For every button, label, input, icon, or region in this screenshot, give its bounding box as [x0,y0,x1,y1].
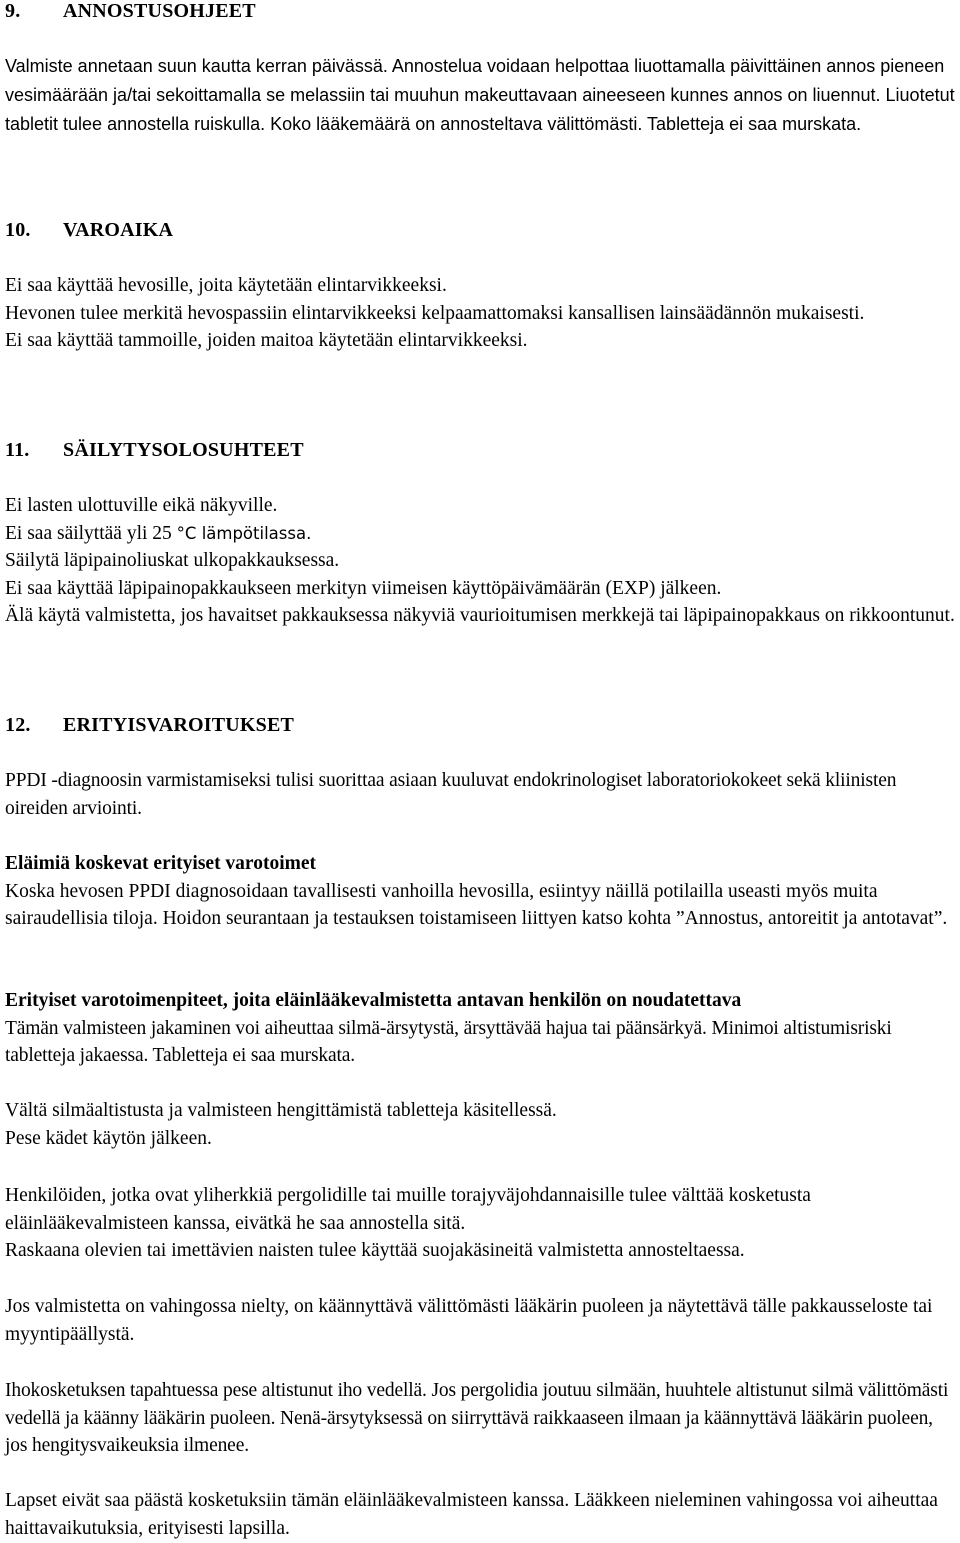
storage-line-3: Säilytä läpipainoliuskat ulkopakkauksessa. [5,550,340,572]
section-10-body [5,272,957,355]
storage-line-5: Älä käytä valmistetta, jos havaitset pakkauksessa näkyviä vaurioitumisen merkkejä tai läpipainopakkaus on rikkoontunut. [5,605,955,627]
section-10-heading [5,217,173,244]
dosage-text-part1: Valmiste annetaan suun kautta kerran päivässä. Annostelua voidaan helpottaa liuottamalla päivittäinen annos pieneen vesimäärään ja/tai sekoittamalla se melassiin tai muuhun makeuttavaan aineeseen kunnes annos on liuennut. [5,56,945,105]
user-precautions-p6: Ihokosketuksen tapahtuessa pese altistunut iho vedellä. Jos pergolidia joutuu silmään, huuhtele altistunut silmä välittömästi vedellä ja käänny lääkärin puoleen. Nenä-ärsytyksessä on siirryttävä raikkaaseen ilmaan ja käännyttävä lääkärin puoleen, jos hengitysvaikeuksia ilmenee. [5,1380,949,1457]
section-number: 10. [5,219,31,241]
user-precautions-p7: Lapset eivät saa päästä kosketuksiin tämän eläinlääkevalmisteen kanssa. Lääkkeen nieleminen vahingossa voi aiheuttaa haittavaikutuksia, erityisesti lapsilla. [5,1490,938,1539]
animal-precautions-heading: Eläimiä koskevat erityiset varotoimet [5,853,317,874]
user-precautions [5,987,957,1070]
user-precautions-p3-block [5,1182,957,1265]
user-precautions-p4: Raskaana olevien tai imettävien naisten tulee käyttää suojakäsineitä valmistetta annosteltaessa. [5,1240,745,1262]
withdrawal-line-1: Ei saa käyttää hevosille, joita käytetään elintarvikkeeksi. [5,275,447,296]
user-precautions-p2-line1: Vältä silmäaltistusta ja valmisteen hengittämistä tabletteja käsitellessä. [5,1100,557,1121]
animal-precautions-text: Koska hevosen PPDI diagnosoidaan tavallisesti vanhoilla hevosilla, esiintyy näillä potilailla useasti myös muita sairaudellisia tiloja. Hoidon seurantaan ja testauksen toistamiseen liittyen katso kohta ”Annostus, antoreitit ja antotavat”. [5,880,948,930]
warnings-intro: PPDI -diagnoosin varmistamiseksi tulisi suorittaa asiaan kuuluvat endokrinologiset laboratoriokokeet sekä kliinisten oireiden arviointi. [5,770,897,819]
user-precautions-heading: Erityiset varotoimenpiteet, joita eläinlääkevalmistetta antavan henkilön on noudatettava [5,990,742,1011]
storage-line-2 [5,520,957,548]
section-title: VAROAIKA [63,219,174,241]
section-11-body [5,492,957,630]
user-precautions-p2 [5,1097,957,1152]
storage-line-2-text: Ei saa säilyttää yli 25 [5,522,177,544]
section-title: ANNOSTUSOHJEET [63,0,256,22]
section-12-heading [5,712,294,739]
section-number: 9. [5,0,21,22]
dosage-text-part2: Liuotetut tabletit tulee annostella ruiskulla. Koko lääkemäärä on annosteltava välittömästi. Tabletteja ei saa murskata. [5,85,955,134]
withdrawal-line-2: Hevonen tulee merkitä hevospassiin elintarvikkeeksi kelpaamattomaksi kansallisen lainsäädännön mukaisesti. [5,302,865,324]
storage-line-1: Ei lasten ulottuville eikä näkyville. [5,495,278,516]
section-number: 11. [5,439,30,461]
storage-temperature: °C lämpötilassa. [176,523,312,543]
section-11-heading [5,437,304,464]
user-precautions-p2-line2: Pese kädet käytön jälkeen. [5,1127,212,1149]
section-title: ERITYISVAROITUKSET [63,714,295,736]
section-title: SÄILYTYSOLOSUHTEET [63,439,304,461]
user-precautions-p3: Henkilöiden, jotka ovat yliherkkiä pergolidille tai muille torajyväjohdannaisille tulee välttää kosketusta eläinlääkevalmisteen kanssa, eivätkä he saa annostella sitä. [5,1185,811,1234]
section-number: 12. [5,714,31,736]
section-9-heading [5,0,256,25]
withdrawal-line-3: Ei saa käyttää tammoille, joiden maitoa käytetään elintarvikkeeksi. [5,330,528,352]
section-9-paragraph [5,52,957,139]
animal-precautions [5,850,957,933]
storage-line-4: Ei saa käyttää läpipainopakkaukseen merkityn viimeisen käyttöpäivämäärän (EXP) jälkeen. [5,577,722,599]
user-precautions-p1: Tämän valmisteen jakaminen voi aiheuttaa silmä-ärsytystä, ärsyttävää hajua tai päänsärkyä. Minimoi altistumisriski tabletteja jakaessa. Tabletteja ei saa murskata. [5,1017,892,1067]
user-precautions-p5: Jos valmistetta on vahingossa nielty, on käännyttävä välittömästi lääkärin puoleen ja näytettävä tälle pakkausseloste tai myyntipäällystä. [5,1296,933,1345]
